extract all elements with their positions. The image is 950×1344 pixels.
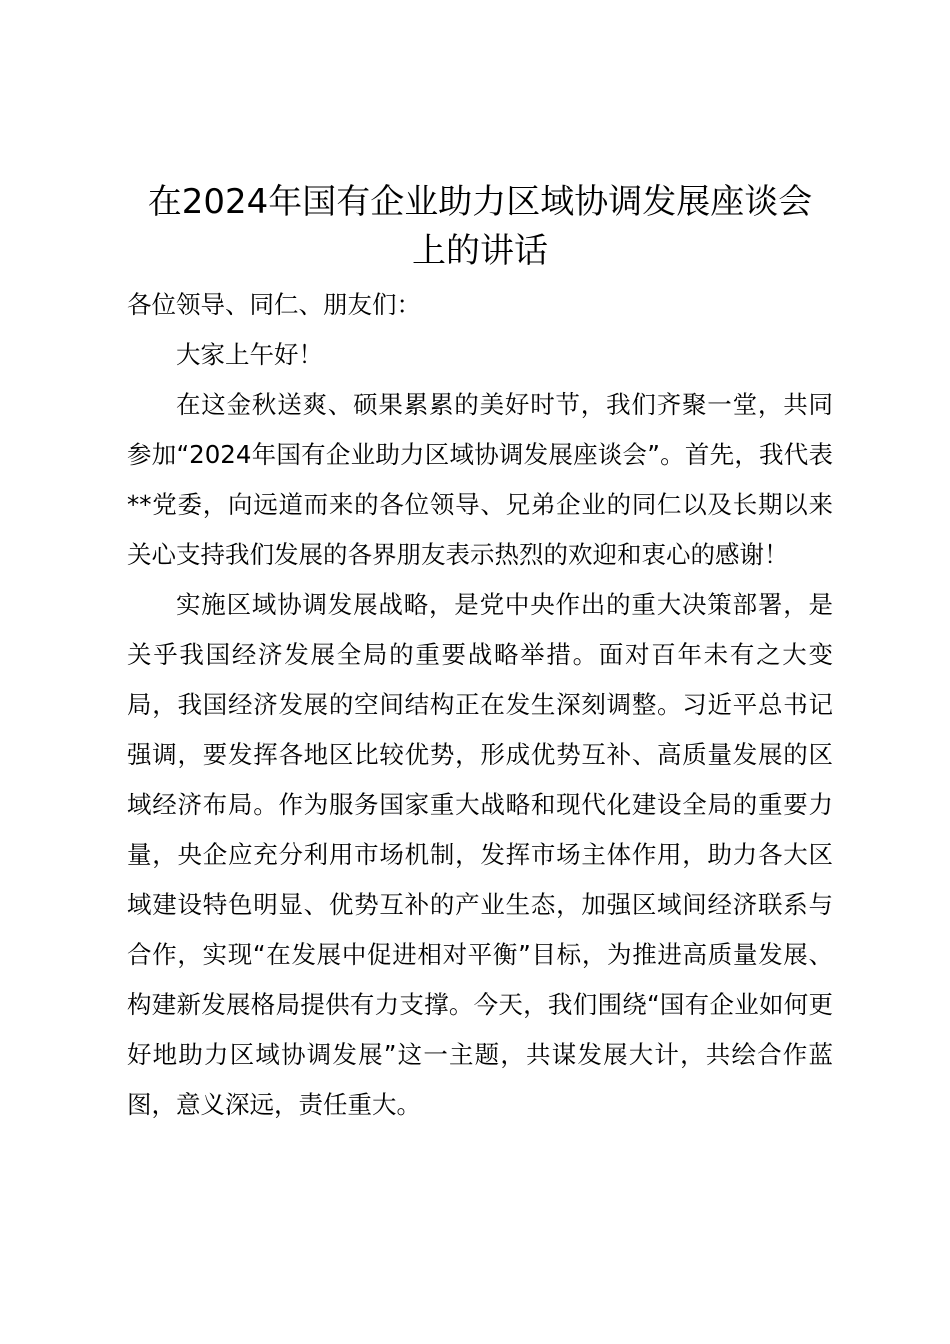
paragraph-welcome: 在这金秋送爽、硕果累累的美好时节，我们齐聚一堂，共同参加“2024年国有企业助力区域协调发展座谈会”。首先，我代表**党委，向远道而来的各位领导、兄弟企业的同仁以及长期以来关心支持我们发展的各界朋友表示热烈的欢迎和衷心的感谢！ [127, 390, 833, 569]
title-line-2: 上的讲话 [412, 231, 548, 271]
paragraph-strategy: 实施区域协调发展战略，是党中央作出的重大决策部署，是关乎我国经济发展全局的重要战略举措。面对百年未有之大变局，我国经济发展的空间结构正在发生深刻调整。习近平总书记强调，要发挥各地区比较优势，形成优势互补、高质量发展的区域经济布局。作为服务国家重大战略和现代化建设全局的重要力量，央企应充分利用市场机制，发挥市场主体作用，助力各大区域建设特色明显、优势互补的产业生态，加强区域间经济联系与合作，实现“在发展中促进相对平衡”目标，为推进高质量发展、构建新发展格局提供有力支撑。今天，我们围绕“国有企业如何更好地助力区域协调发展”这一主题，共谋发展大计，共绘合作蓝图，意义深远，责任重大。 [127, 590, 833, 1119]
salutation: 各位领导、同仁、朋友们： [127, 290, 421, 319]
document-body [127, 178, 833, 1130]
paragraph-greeting: 大家上午好！ [176, 340, 323, 369]
document-title [127, 178, 833, 276]
title-line-1: 在2024年国有企业助力区域协调发展座谈会 [147, 182, 813, 222]
